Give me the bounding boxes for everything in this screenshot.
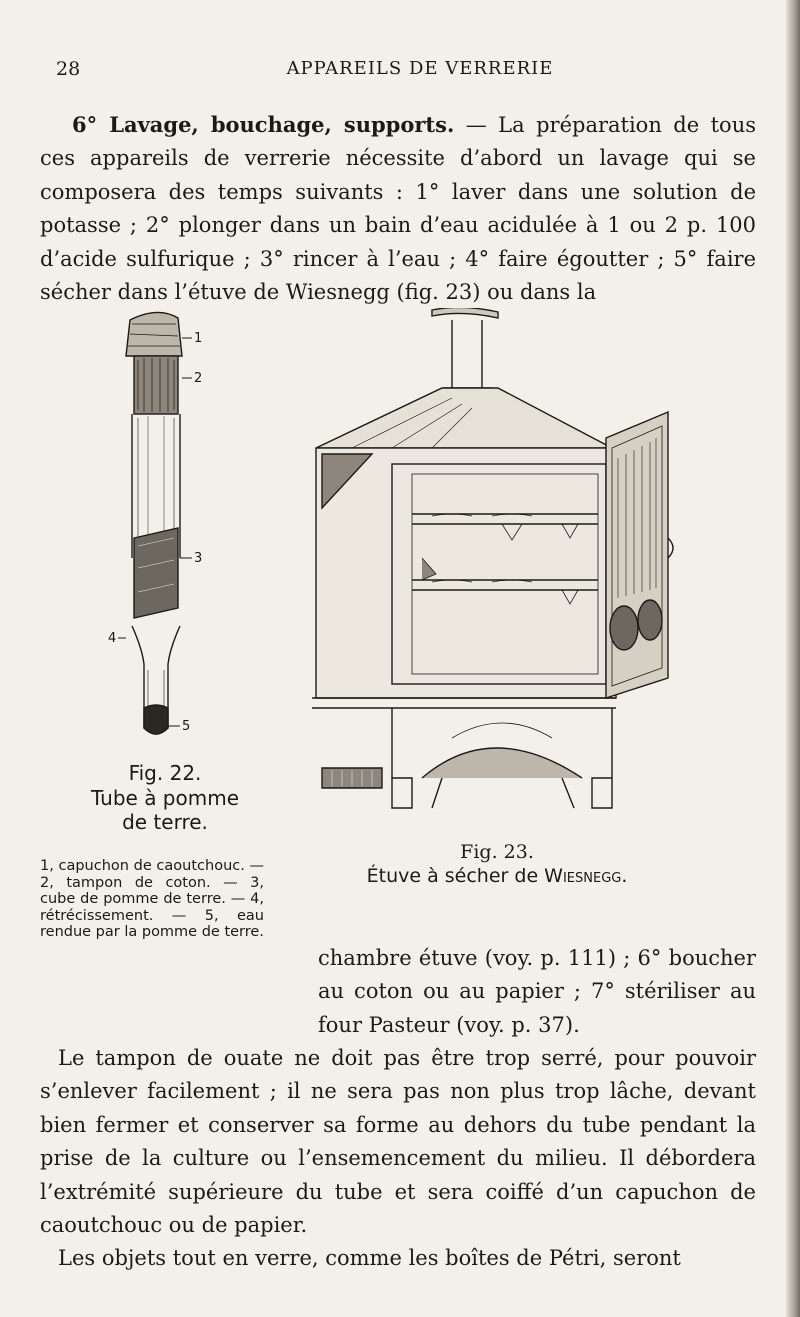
figure-23-title <box>312 864 682 888</box>
page-edge <box>786 0 800 1317</box>
figure-23-caption <box>312 840 682 888</box>
page-number: 28 <box>56 58 81 80</box>
section-heading: 6° Lavage, bouchage, supports. <box>72 112 455 137</box>
intro-paragraph <box>40 108 756 309</box>
figure-23-title-text: Étuve à sécher de <box>366 865 545 887</box>
paragraph-tampon: Le tampon de ouate ne doit pas être trop serré, pour pouvoir s’enlever facilement ; il ne sera pas non plus trop lâche, devant bien fermer et conserver sa forme au dehors du tube pendant la prise de la culture ou l’ensemencement du milieu. Il débordera l’extrémité supérieure du tube et sera coiffé d’un capuchon de caoutchouc ou de papier. <box>40 1046 756 1238</box>
continuation-paragraph: chambre étuve (voy. p. 111) ; 6° boucher au coton ou au papier ; 7° stériliser au four Pasteur (voy. p. 37). <box>318 946 756 1037</box>
body-paragraphs <box>40 1042 756 1276</box>
callout-5: 5 <box>182 719 191 734</box>
callout-3: 3 <box>194 551 203 566</box>
figure-23-illustration <box>312 308 682 826</box>
callout-4: 4 <box>108 631 117 646</box>
figure-22-title-line2: de terre. <box>122 810 208 834</box>
page-header <box>0 58 800 88</box>
section-intro <box>40 108 756 309</box>
figure-23-label: Fig. 23. <box>460 841 534 863</box>
figure-22-label: Fig. 22. <box>128 761 202 785</box>
figure-22-title-line1: Tube à pomme <box>90 786 240 810</box>
figure-22-legend: 1, capuchon de caoutchouc. — 2, tampon de coton. — 3, cube de pomme de terre. — 4, rétrécissement. — 5, eau rendue par la pomme de terre. <box>40 858 264 940</box>
callout-2: 2 <box>194 371 203 386</box>
figure-22-illustration <box>108 308 226 756</box>
continuation-text <box>318 942 756 1042</box>
paragraph-objets: Les objets tout en verre, comme les boîtes de Pétri, seront <box>58 1246 681 1271</box>
running-head: APPAREILS DE VERRERIE <box>286 58 554 79</box>
intro-text: — La préparation de tous ces appareils de verrerie nécessite d’abord un lavage qui se composera des temps suivants : 1° laver dans une solution de potasse ; 2° plonger dans un bain d’eau acidulée à 1 ou 2 p. 100 d’acide sulfurique ; 3° rincer à l’eau ; 4° faire égoutter ; 5° faire sécher dans l’étuve de Wiesnegg (fig. 23) ou dans la <box>40 113 757 305</box>
figure-22-caption <box>40 760 290 834</box>
callout-1: 1 <box>194 331 203 346</box>
figure-23-title-name: Wiesnegg. <box>544 865 628 887</box>
